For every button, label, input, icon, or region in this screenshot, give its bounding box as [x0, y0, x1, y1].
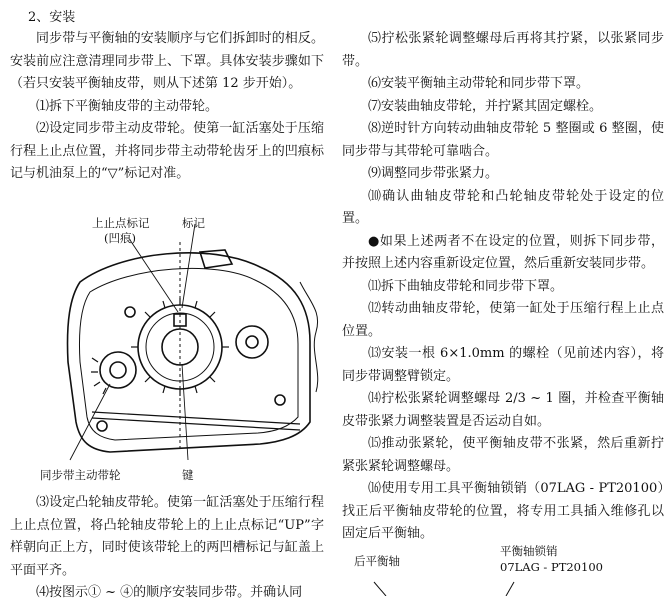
left-column-top: [10, 28, 324, 186]
engine-drawing: [10, 212, 324, 490]
rear-balance-shaft-label: 后平衡轴: [354, 554, 400, 568]
tdc-mark-sub-label: (凹痕): [104, 231, 136, 245]
step-2: ⑵设定同步带主动皮带轮。使第一缸活塞处于压缩行程上止点位置，并将同步带主动带轮齿牙上的凹痕标记与机油泵上的“▽”标记对准。: [10, 121, 324, 181]
step-7: ⑺安装曲轴皮带轮，并拧紧其固定螺栓。: [368, 98, 603, 114]
right-column: [342, 28, 664, 546]
step-14: ⒁拧松张紧轮调整螺母 2/3 ~ 1 圈，并检查平衡轴皮带张紧力调整装置是否运动自如。: [342, 391, 664, 429]
step-10: ⑽确认曲轴皮带轮和凸轮轴皮带轮处于设定的位置。: [342, 188, 664, 226]
step-6: ⑹安装平衡轴主动带轮和同步带下罩。: [368, 76, 590, 91]
step-1: ⑴拆下平衡轴皮带的主动带轮。: [36, 98, 219, 114]
tdc-mark-label: 上止点标记: [92, 216, 150, 230]
step-11: ⑾拆下曲轴皮带轮和同步带下罩。: [368, 278, 564, 294]
mark-label: 标记: [182, 216, 205, 230]
step-15: ⒂推动张紧轮，使平衡轴皮带不张紧，然后重新拧紧张紧轮调整螺母。: [342, 436, 664, 474]
left-column-bottom: [10, 492, 324, 605]
step-3: ⑶设定凸轮轴皮带轮。使第一缸活塞处于压缩行程上止点位置，将凸轮轴皮带轮上的上止点标记“UP”字样朝向正上方，同时使该带轮上的两凹槽标记与缸盖上平面平齐。: [10, 495, 324, 578]
step-12: ⑿转动曲轴皮带轮，使第一缸处于压缩行程上止点位置。: [342, 301, 664, 339]
step-4: ⑷按图示① ~ ④的顺序安装同步带。并确认同: [36, 585, 303, 600]
balance-shaft-figure: [342, 538, 664, 596]
step-9: ⑼调整同步带张紧力。: [368, 166, 499, 181]
bullet-note: ●如果上述两者不在设定的位置，则拆下同步带，并按照上述内容重新设定位置，然后重新安装同步带。: [342, 233, 664, 271]
pulley-label: 同步带主动带轮: [40, 468, 121, 482]
step-8: ⑻逆时针方向转动曲轴皮带轮 5 整圈或 6 整圈，使同步带与其带轮可靠啮合。: [342, 121, 664, 159]
lock-pin-label: 平衡轴锁销: [500, 544, 558, 558]
timing-belt-figure: [10, 212, 324, 490]
key-label: 键: [182, 468, 194, 482]
step-13: ⒀安装一根 6×1.0mm 的螺栓（见前述内容），将同步带调整臂锁定。: [342, 346, 664, 384]
step-16: ⒃使用专用工具平衡轴锁销（07LAG - PT20100）找正后平衡轴皮带轮的位置，将专用工具插入维修孔以固定后平衡轴。: [342, 481, 664, 541]
intro-paragraph: 同步带与平衡轴的安装顺序与它们拆卸时的相反。安装前应注意清理同步带上、下罩。具体安装步骤如下（若只安装平衡轴皮带，则从下述第 12 步开始）。: [10, 31, 324, 91]
lock-pin-code-label: 07LAG - PT20100: [500, 560, 603, 574]
section-title: 2、安装: [28, 10, 76, 25]
step-5: ⑸拧松张紧轮调整螺母后再将其拧紧，以张紧同步带。: [342, 31, 664, 69]
